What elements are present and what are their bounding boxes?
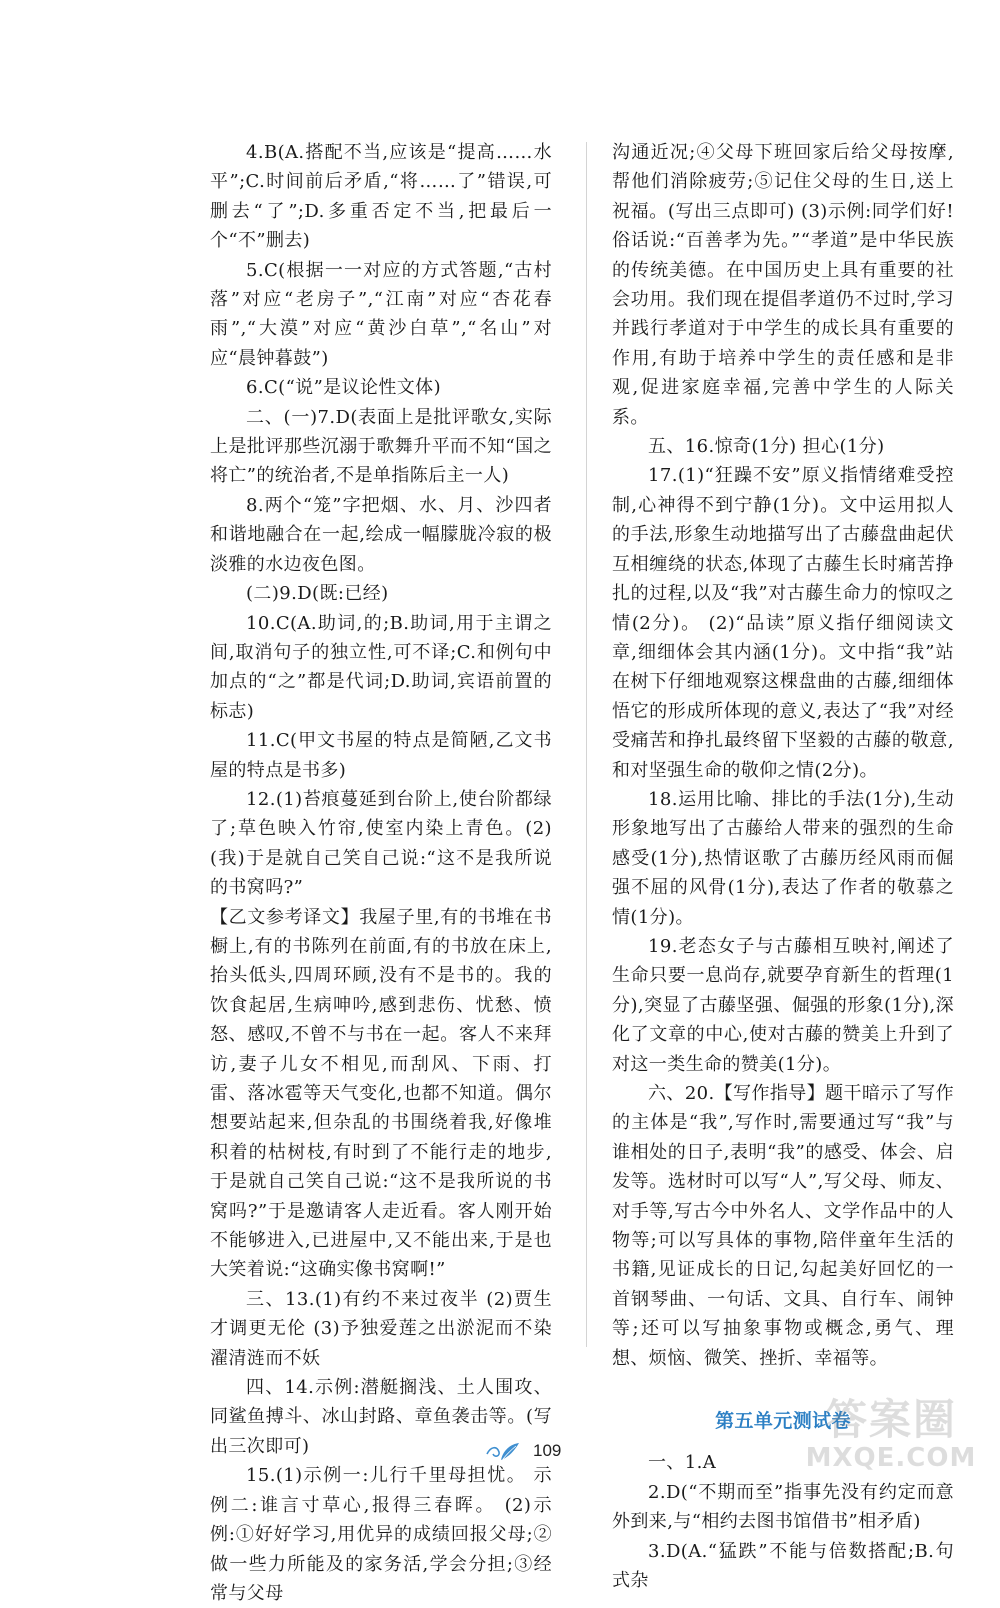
answer-item: 3.D(A.“猛跌”不能与倍数搭配;B.句式杂 <box>612 1540 954 1592</box>
answer-item: 五、16.惊奇(1分) 担心(1分) <box>648 436 885 458</box>
answer-continuation: 沟通近况;④父母下班回家后给父母按摩,帮他们消除疲劳;⑤记住父母的生日,送上祝福。(写出三点即可) (3)示例:同学们好!俗话说:“百善孝为先。”“孝道”是中华民族的传统美德。在中国历史上具有重要的社会功用。我们现在提倡孝道仍不过时,学习并践行孝道对于中学生的成长具有重要的作用,有助于培养中学生的责任感和是非观,促进家庭幸福,完善中学生的人际关系。 <box>612 142 954 428</box>
translation-paragraph: 【乙文参考译文】我屋子里,有的书堆在书橱上,有的书陈列在前面,有的书放在床上,抬头低头,四周环顾,没有不是书的。我的饮食起居,生病呻吟,感到悲伤、忧愁、愤怒、感叹,不曾不与书在一起。客人不来拜访,妻子儿女不相见,而刮风、下雨、打雷、落冰雹等天气变化,也都不知道。偶尔想要站起来,但杂乱的书围绕着我,好像堆积着的枯树枝,有时到了不能行走的地步,于是就自己笑自己说:“这不是我所说的书窝吗?”于是邀请客人走近看。客人刚开始不能够进入,已进屋中,又不能出来,于是也大笑着说:“这确实像书窝啊!” <box>210 906 552 1281</box>
column-divider <box>586 142 587 1347</box>
answer-item: 10.C(A.助词,的;B.助词,用于主谓之间,取消句子的独立性,可不译;C.和例句中加点的“之”都是代词;D.助词,宾语前置的标志) <box>210 612 552 722</box>
answer-item: 17.(1)“狂躁不安”原义指情绪难受控制,心神得不到宁静(1分)。文中运用拟人的手法,形象生动地描写出了古藤盘曲起伏互相缠绕的状态,体现了古藤生长时痛苦挣扎的过程,以及“我”对古藤生命力的惊叹之情(2分)。 (2)“品读”原义指仔细阅读文章,细细体会其内涵(1分)。文中指“我”站在树下仔细地观察这棵盘曲的古藤,细细体悟它的形成所体现的意义,表达了“我”对经受痛苦和挣扎最终留下坚毅的古藤的敬意,和对坚强生命的敬仰之情(2分)。 <box>612 465 954 781</box>
answer-item: 一、1.A <box>648 1452 717 1474</box>
answer-item: 4.B(A.搭配不当,应该是“提高……水平”;C.时间前后矛盾,“将……了”错误,可删去“了”;D.多重否定不当,把最后一个“不”删去) <box>210 142 552 252</box>
answer-item: 三、13.(1)有约不来过夜半 (2)贾生才调更无伦 (3)予独爱莲之出淤泥而不染 濯清涟而不妖 <box>210 1288 552 1369</box>
page-number: 109 <box>533 1441 562 1460</box>
answer-item: 四、14.示例:潜艇搁浅、土人围攻、同鲨鱼搏斗、冰山封路、章鱼袭击等。(写出三次即可) <box>210 1377 552 1457</box>
site-watermark <box>796 1397 986 1487</box>
answer-item: 19.老态女子与古藤相互映衬,阐述了生命只要一息尚存,就要孕育新生的哲理(1分),突显了古藤坚强、倔强的形象(1分),深化了文章的中心,使对古藤的赞美上升到了对这一类生命的赞美(1分)。 <box>612 935 954 1075</box>
answer-item: 二、(一)7.D(表面上是批评歌女,实际上是批评那些沉溺于歌舞升平而不知“国之将亡”的统治者,不是单指陈后主一人) <box>210 406 552 487</box>
answer-item: 六、20.【写作指导】题干暗示了写作的主体是“我”,写作时,需要通过写“我”与谁相处的日子,表明“我”的感受、体会、启发等。选材时可以写“人”,写父母、师友、对手等,写古今中外名人、文学作品中的人物等;可以写具体的事物,陪伴童年生活的书籍,见证成长的日记,勾起美好回忆的一首钢琴曲、一句话、文具、自行车、闹钟等;还可以写抽象事物或概念,勇气、理想、烦恼、微笑、挫折、幸福等。 <box>612 1083 954 1369</box>
answer-item: 6.C(“说”是议论性文体) <box>246 377 441 399</box>
answer-item: 2.D(“不期而至”指事先没有约定而意外到来,与“相约去图书馆借书”相矛盾) <box>612 1481 954 1533</box>
right-column <box>612 138 954 1596</box>
answer-item: 8.两个“笼”字把烟、水、月、沙四者和谐地融合在一起,绘成一幅朦胧冷寂的极淡雅的水边夜色图。 <box>210 494 552 575</box>
answer-item: 18.运用比喻、排比的手法(1分),生动形象地写出了古藤给人带来的强烈的生命感受(1分),热情讴歌了古藤历经风雨而倔强不屈的风骨(1分),表达了作者的敬慕之情(1分)。 <box>612 788 954 928</box>
leaf-ornament-icon <box>483 1440 523 1464</box>
left-column <box>210 138 552 1608</box>
answer-item: (二)9.D(既:已经) <box>246 583 389 605</box>
answer-item: 11.C(甲文书屋的特点是简陋,乙文书屋的特点是书多) <box>210 730 552 781</box>
answer-item: 5.C(根据一一对应的方式答题,“古村落”对应“老房子”,“江南”对应“杏花春雨”,“大漠”对应“黄沙白草”,“名山”对应“晨钟暮鼓”) <box>210 259 552 369</box>
answer-item: 15.(1)示例一:儿行千里母担忧。 示例二:谁言寸草心,报得三春晖。 (2)示例:①好好学习,用优异的成绩回报父母;②做一些力所能及的家务活,学会分担;③经常与父母 <box>210 1465 552 1604</box>
section-heading: 第五单元测试卷 <box>715 1410 851 1433</box>
answer-item: 12.(1)苔痕蔓延到台阶上,使台阶都绿了;草色映入竹帘,使室内染上青色。(2)(我)于是就自己笑自己说:“这不是我所说的书窝吗?” <box>210 788 552 899</box>
watermark-url: MXQE.COM <box>805 1443 977 1473</box>
watermark-logo-text: 答案圈 <box>824 1395 957 1444</box>
